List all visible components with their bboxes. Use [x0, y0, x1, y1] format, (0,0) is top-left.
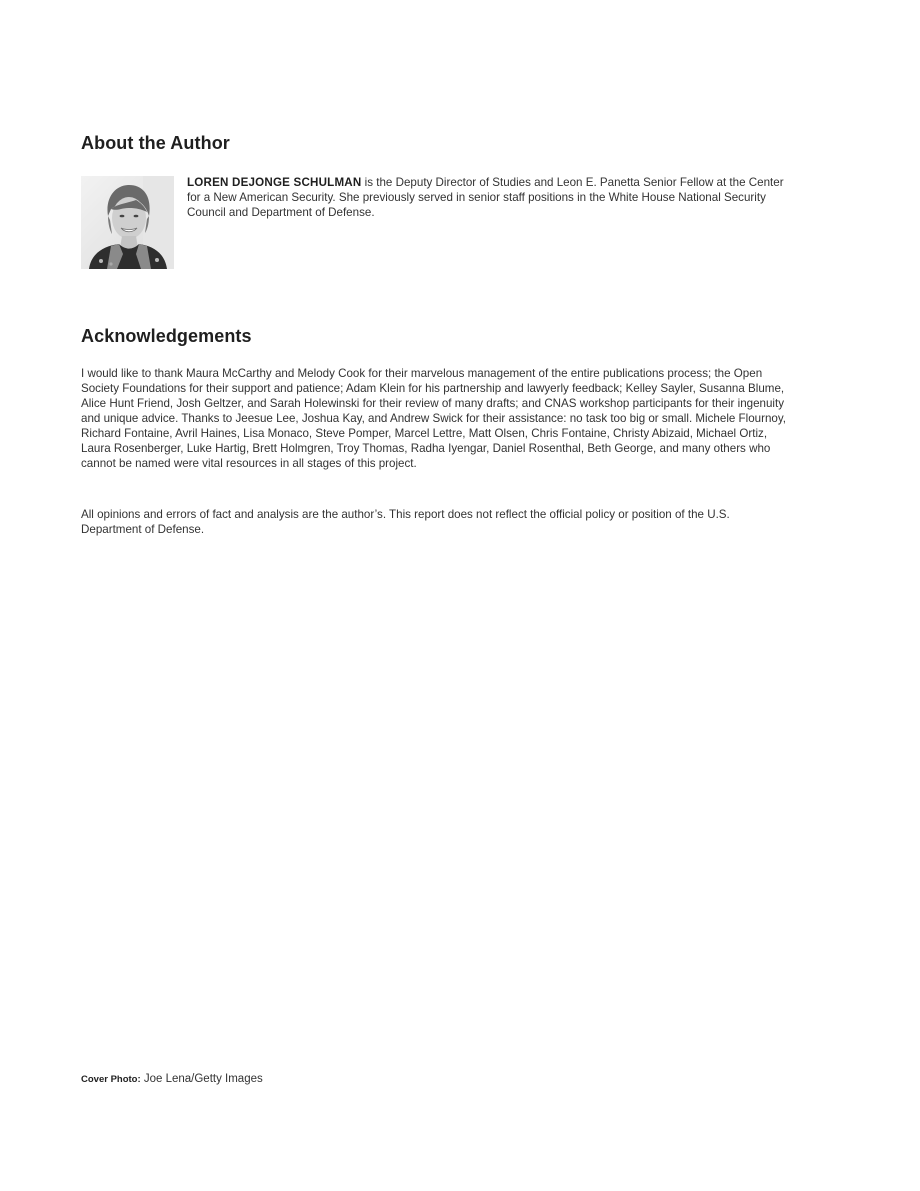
- author-bio-text: is the Deputy Director of Studies and Leon E. Panetta Senior Fellow at the Center for a New American Security. She previously served in senior staff positions in the White House National Security Council and Department of Defense.: [187, 176, 784, 219]
- author-name: LOREN DEJONGE SCHULMAN: [187, 176, 362, 189]
- disclaimer-paragraph: All opinions and errors of fact and analysis are the author’s. This report does not reflect the official policy or position of the U.S. Department of Defense.: [81, 508, 730, 536]
- author-portrait-photo: [81, 176, 174, 269]
- about-author-heading: About the Author: [81, 133, 230, 153]
- cover-photo-source: Joe Lena/Getty Images: [140, 1073, 263, 1085]
- author-bio: [187, 175, 787, 220]
- cover-photo-credit: [81, 1073, 263, 1085]
- acknowledgements-heading: Acknowledgements: [81, 326, 252, 346]
- acknowledgements-paragraph: I would like to thank Maura McCarthy and Melody Cook for their marvelous management of the entire publications process; the Open Society Foundations for their support and patience; Adam Klein for his partnership and lawyerly feedback; Kelley Sayler, Susanna Blume, Alice Hunt Friend, Josh Geltzer, and Sarah Holewinski for their review of many drafts; and CNAS workshop participants for their ingenuity and unique advice. Thanks to Jeesue Lee, Joshua Kay, and Andrew Swick for their assistance: no task too big or small. Michele Flournoy, Richard Fontaine, Avril Haines, Lisa Monaco, Steve Pomper, Marcel Lettre, Matt Olsen, Chris Fontaine, Christy Abizaid, Michael Ortiz, Laura Rosenberger, Luke Hartig, Brett Holmgren, Troy Thomas, Radha Iyengar, Daniel Rosenthal, Beth George, and many others who cannot be named were vital resources in all stages of this project.: [81, 367, 787, 470]
- cover-photo-label: Cover Photo:: [81, 1074, 141, 1085]
